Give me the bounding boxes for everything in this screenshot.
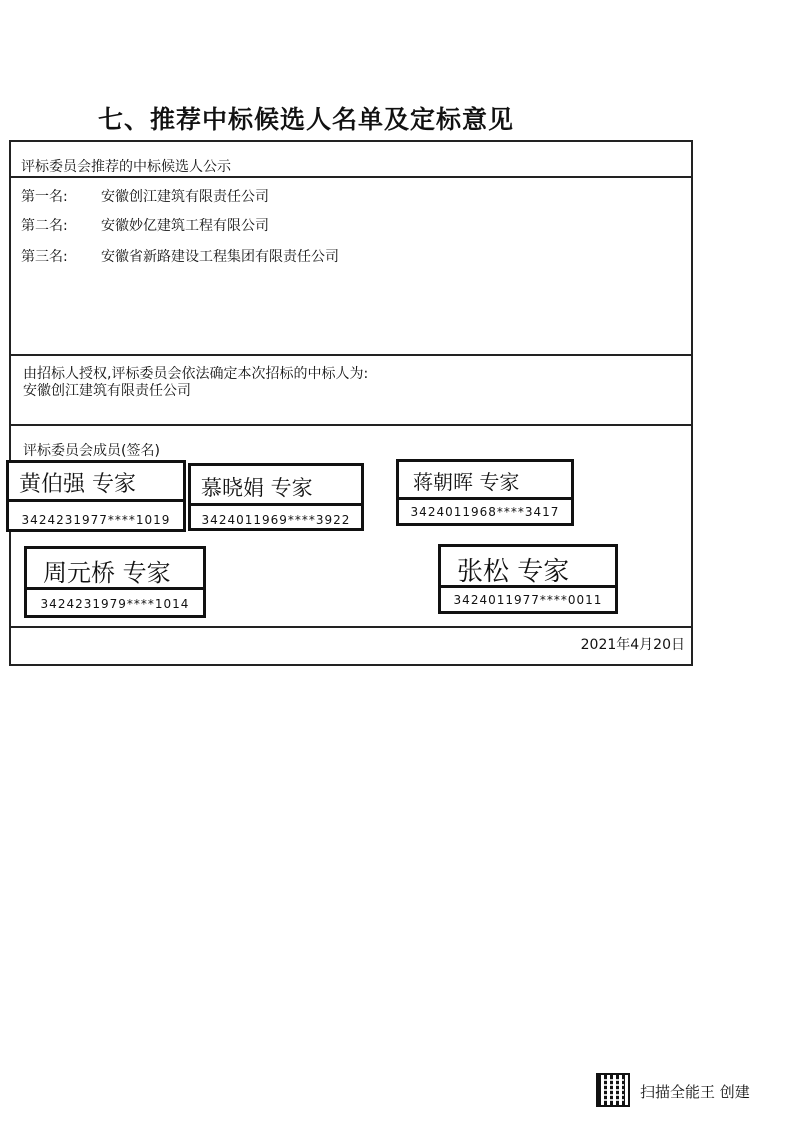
divider	[11, 424, 691, 426]
stamp-name: 蒋朝晖 专家	[413, 470, 520, 494]
stamp-divider	[27, 587, 203, 590]
stamp-name: 周元桥 专家	[43, 559, 171, 587]
divider	[11, 176, 691, 178]
candidate-name: 安徽创江建筑有限责任公司	[101, 189, 269, 205]
stamp-id: 3424011977****0011	[453, 593, 603, 607]
divider	[11, 626, 691, 628]
candidate-row-3	[21, 246, 339, 266]
stamp-id: 3424011968****3417	[410, 505, 560, 519]
signature-stamp	[438, 544, 618, 614]
recommend-header: 评标委员会推荐的中标候选人公示	[21, 159, 231, 175]
scanner-watermark	[596, 1073, 776, 1109]
stamp-name: 慕晓娟 专家	[201, 476, 313, 500]
stamp-divider	[399, 497, 571, 500]
stamp-id: 3424011969****3922	[201, 513, 351, 527]
candidate-row-2	[21, 215, 269, 235]
stamp-divider	[191, 503, 361, 506]
candidate-rank: 第二名:	[21, 218, 68, 234]
committee-header: 评标委员会成员(签名)	[23, 443, 160, 459]
stamp-name: 黄伯强 专家	[19, 472, 136, 497]
qr-code-icon	[596, 1073, 630, 1107]
signature-stamp	[6, 460, 186, 532]
watermark-text: 扫描全能王 创建	[640, 1083, 750, 1101]
candidate-rank: 第三名:	[21, 249, 68, 265]
stamp-id: 3424231979****1014	[40, 597, 190, 611]
authorization-block	[23, 366, 368, 400]
winner-name: 安徽创江建筑有限责任公司	[23, 383, 191, 399]
signature-stamp	[24, 546, 206, 618]
signature-stamp	[188, 463, 364, 531]
candidate-name: 安徽妙亿建筑工程有限公司	[101, 218, 269, 234]
candidate-row-1	[21, 186, 269, 206]
divider	[11, 354, 691, 356]
stamp-name: 张松 专家	[457, 557, 570, 587]
stamp-divider	[441, 585, 615, 588]
stamp-id: 3424231977****1019	[21, 513, 171, 527]
signature-stamp	[396, 459, 574, 526]
candidate-rank: 第一名:	[21, 189, 68, 205]
authorization-text: 由招标人授权,评标委员会依法确定本次招标的中标人为:	[23, 366, 369, 382]
sign-date: 2021年4月20日	[580, 637, 685, 653]
candidate-name: 安徽省新路建设工程集团有限责任公司	[101, 249, 339, 265]
stamp-divider	[9, 499, 183, 502]
page-title: 七、推荐中标候选人名单及定标意见	[98, 105, 515, 134]
